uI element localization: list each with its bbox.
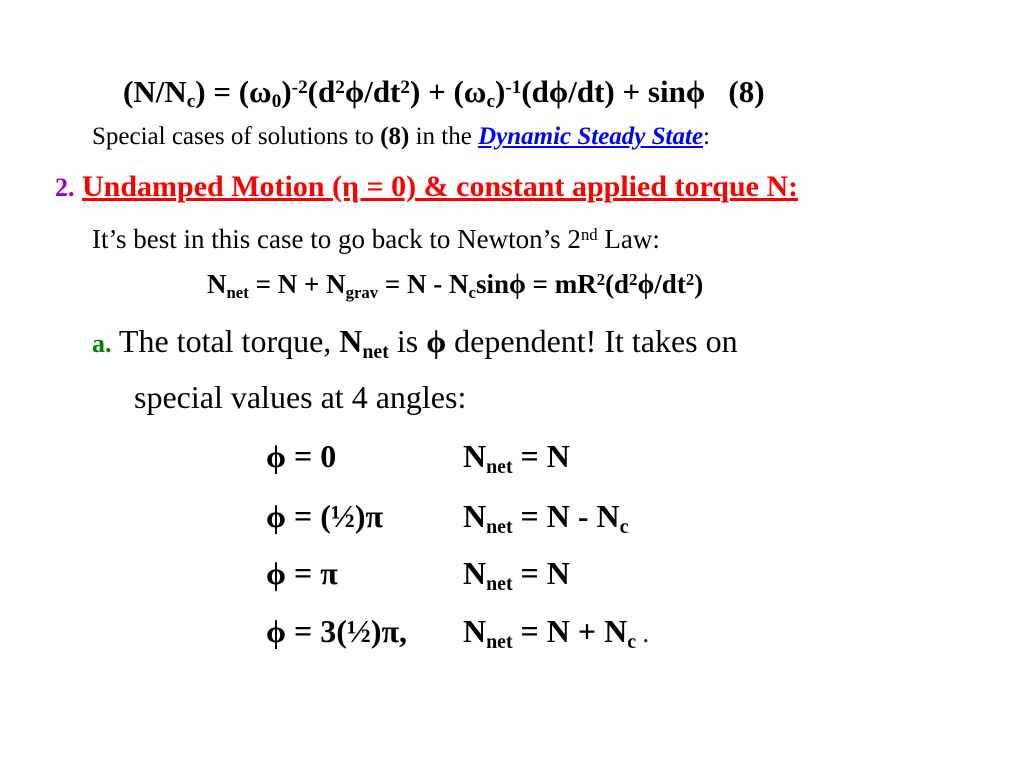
angle-row-1-torque: $N_{net} = N$ (463, 438, 570, 478)
angle-row-3-angle: ϕ = π (266, 555, 338, 591)
item-a-continuation: special values at 4 angles: (134, 379, 467, 415)
angle-row-1-angle: ϕ = 0 (266, 438, 337, 474)
net-torque-equation: $N_{net} = N + N_{grav} = N - N_c\sin\phi = mR^2(d^2\phi/dt^2)$ (207, 269, 704, 302)
section-number: 2. (55, 173, 75, 202)
section-title: Undamped Motion (η = 0) & constant applied torque N: (82, 170, 799, 203)
angle-row-2-torque: $N_{net} = N - N_c$ (463, 498, 629, 538)
main-equation: $(N/N_c) = (\omega_0)^{-2}(d^2\phi/dt^2) + (\omega_c)^{-1}(d\phi/dt) + \sin\phi$ (8) (123, 74, 765, 113)
item-a-text: a. The total torque, $N_{net}$ is ϕ dependent! It takes on (92, 323, 738, 363)
newton-intro-text: It’s best in this case to go back to Newton’s 2nd Law: (92, 224, 660, 254)
angle-row-3-torque: $N_{net} = N$ (463, 555, 570, 595)
equation-reference: (8) (380, 123, 410, 150)
section-heading (55, 172, 798, 202)
dynamic-steady-state-link[interactable]: Dynamic Steady State (478, 123, 704, 150)
angle-row-4-torque: $N_{net} = N + N_c$ . (463, 613, 650, 653)
item-a-letter: a. (92, 329, 112, 358)
angle-row-2-angle: ϕ = (½)π (266, 498, 384, 534)
angle-row-4-angle: ϕ = 3(½)π, (266, 613, 408, 649)
special-cases-text: Special cases of solutions to (8) in the Dynamic Steady State: (92, 123, 710, 150)
